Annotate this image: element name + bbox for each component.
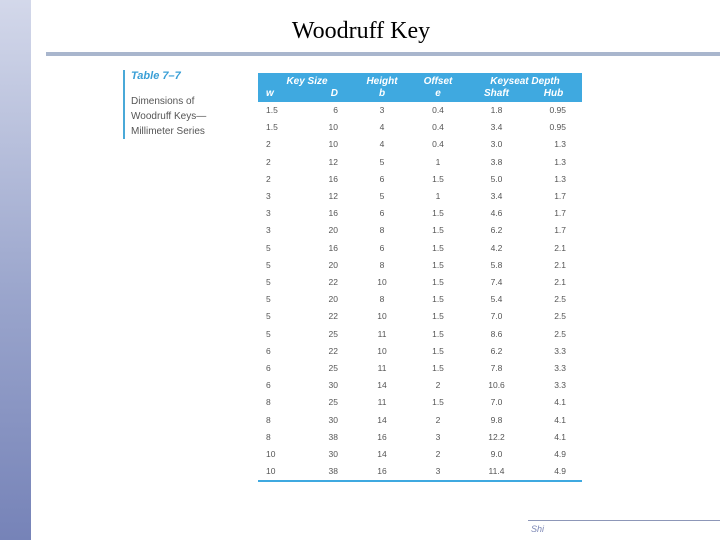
header-e: e (408, 88, 468, 102)
header-key-size: Key Size (258, 73, 356, 88)
header-shaft: Shaft (468, 88, 525, 102)
cell-D: 20 (328, 225, 339, 236)
table-row (258, 291, 582, 308)
cell-e: 1.5 (432, 259, 444, 270)
table-row (258, 222, 582, 239)
cell-shaft: 5.0 (490, 173, 503, 184)
cell-b: 10 (377, 345, 387, 356)
cell-b: 6 (379, 173, 385, 184)
cell-hub: 3.3 (554, 380, 567, 391)
cell-e: 0.4 (432, 105, 444, 115)
cell-b: 3 (379, 105, 385, 115)
cell-shaft: 7.8 (490, 363, 503, 374)
cell-b: 5 (379, 156, 385, 167)
cell-hub: 4.1 (554, 414, 567, 425)
cell-shaft: 8.6 (490, 328, 503, 339)
table-row (258, 343, 582, 360)
cell-b: 10 (377, 311, 387, 322)
cell-D: 25 (328, 397, 339, 408)
table-row (258, 429, 582, 446)
cell-w: 10 (258, 463, 280, 481)
table-body (258, 102, 582, 481)
cell-hub: 4.1 (554, 397, 567, 408)
cell-w: 5 (266, 328, 271, 339)
header-b: b (356, 88, 408, 102)
cell-hub: 2.5 (554, 311, 567, 322)
cell-shaft: 7.4 (490, 277, 503, 288)
cell-w: 5 (266, 277, 271, 288)
table-row (258, 205, 582, 222)
cell-b: 8 (379, 259, 385, 270)
cell-D: 16 (328, 208, 339, 219)
cell-D: 20 (328, 294, 339, 305)
cell-e: 1 (435, 156, 441, 167)
cell-D: 10 (328, 122, 339, 133)
cell-w: 8 (266, 431, 271, 442)
cell-e: 2 (435, 414, 441, 425)
cell-w: 3 (266, 191, 271, 202)
cell-e: 1.5 (432, 277, 444, 288)
header-hub: Hub (525, 88, 582, 102)
dimensions-table (258, 73, 582, 482)
table-row (258, 377, 582, 394)
cell-shaft: 10.6 (488, 380, 505, 391)
cell-shaft: 5.4 (490, 294, 503, 305)
cell-e: 1.5 (432, 397, 444, 408)
cell-D: 6 (333, 105, 339, 115)
cell-b: 11 (377, 363, 387, 374)
cell-D: 22 (328, 311, 339, 322)
header-keyseat-depth: Keyseat Depth (468, 73, 582, 88)
cell-shaft: 12.2 (488, 431, 505, 442)
cell-D: 38 (280, 463, 356, 481)
cell-D: 22 (328, 277, 339, 288)
table-row (258, 171, 582, 188)
header-height: Height (356, 73, 408, 88)
cell-w: 8 (266, 414, 271, 425)
left-decorative-bar (0, 0, 31, 540)
cell-shaft: 9.0 (490, 449, 503, 460)
cell-D: 30 (328, 449, 339, 460)
table-row (258, 274, 582, 291)
cell-w: 1.5 (266, 122, 278, 133)
cell-b: 14 (377, 449, 387, 460)
cell-w: 5 (266, 311, 271, 322)
cell-D: 38 (328, 431, 339, 442)
cell-e: 2 (435, 380, 441, 391)
table-row (258, 463, 582, 481)
cell-D: 16 (328, 242, 339, 253)
cell-hub: 1.7 (554, 208, 567, 219)
cell-e: 3 (408, 463, 468, 481)
table-row (258, 154, 582, 171)
table-row (258, 257, 582, 274)
table-row (258, 308, 582, 325)
cell-D: 25 (328, 328, 339, 339)
table-description: Dimensions of Woodruff Keys—Millimeter Series (131, 96, 207, 137)
cell-D: 16 (328, 173, 339, 184)
cell-e: 1.5 (432, 242, 444, 253)
cell-D: 30 (328, 414, 339, 425)
cell-D: 12 (328, 191, 339, 202)
table-row (258, 119, 582, 136)
header-row-groups (258, 73, 582, 88)
cell-w: 5 (266, 242, 271, 253)
cell-w: 3 (266, 225, 271, 236)
slide-title (0, 18, 720, 45)
cell-D: 22 (328, 345, 339, 356)
cell-hub: 3.3 (554, 345, 567, 356)
footer-text: Shi (531, 524, 545, 534)
cell-b: 5 (379, 191, 385, 202)
slide-title-text: Woodruff Key (291, 18, 431, 44)
cell-shaft: 3.8 (490, 156, 503, 167)
cell-e: 1.5 (432, 208, 444, 219)
cell-shaft: 6.2 (490, 345, 503, 356)
cell-b: 16 (377, 431, 387, 442)
cell-shaft: 7.0 (490, 397, 503, 408)
table-label: Table 7–7 (131, 70, 181, 82)
cell-b: 11 (377, 397, 387, 408)
cell-D: 25 (328, 363, 339, 374)
cell-hub: 2.5 (554, 294, 567, 305)
table-row (258, 412, 582, 429)
footer-divider (528, 520, 720, 521)
cell-e: 1.5 (432, 294, 444, 305)
cell-hub: 4.1 (554, 431, 567, 442)
cell-b: 4 (379, 139, 385, 150)
cell-hub: 1.3 (554, 139, 567, 150)
woodruff-key-table (258, 73, 582, 482)
cell-w: 2 (266, 139, 271, 150)
table-row (258, 360, 582, 377)
table-row (258, 394, 582, 411)
cell-hub: 0.95 (549, 105, 567, 115)
cell-w: 3 (266, 208, 271, 219)
cell-shaft: 4.6 (490, 208, 503, 219)
cell-shaft: 3.4 (490, 191, 503, 202)
cell-shaft: 1.8 (490, 105, 503, 115)
table-row (258, 446, 582, 463)
cell-shaft: 5.8 (490, 259, 503, 270)
cell-hub: 2.5 (554, 328, 567, 339)
cell-e: 1.5 (432, 345, 444, 356)
cell-D: 12 (328, 156, 339, 167)
cell-e: 1.5 (432, 225, 444, 236)
cell-b: 6 (379, 208, 385, 219)
cell-hub: 4.9 (525, 463, 582, 481)
cell-w: 5 (266, 259, 271, 270)
cell-e: 3 (435, 431, 441, 442)
cell-b: 4 (379, 122, 385, 133)
cell-w: 8 (266, 397, 271, 408)
cell-shaft: 7.0 (490, 311, 503, 322)
cell-e: 1.5 (432, 363, 444, 374)
cell-hub: 1.3 (554, 156, 567, 167)
cell-hub: 2.1 (554, 242, 567, 253)
table-row (258, 240, 582, 257)
cell-D: 20 (328, 259, 339, 270)
cell-hub: 1.7 (554, 225, 567, 236)
header-row-symbols (258, 88, 582, 102)
cell-e: 1.5 (432, 328, 444, 339)
cell-b: 11 (377, 328, 387, 339)
cell-e: 2 (435, 449, 441, 460)
cell-hub: 3.3 (554, 363, 567, 374)
cell-w: 2 (266, 173, 271, 184)
cell-shaft: 6.2 (490, 225, 503, 236)
cell-b: 14 (377, 414, 387, 425)
cell-e: 1 (435, 191, 441, 202)
cell-hub: 1.7 (554, 191, 567, 202)
cell-b: 8 (379, 294, 385, 305)
table-row (258, 188, 582, 205)
cell-b: 16 (356, 463, 408, 481)
cell-shaft: 3.4 (490, 122, 503, 133)
cell-e: 0.4 (432, 122, 444, 133)
table-row (258, 102, 582, 119)
cell-hub: 4.9 (554, 449, 567, 460)
cell-w: 6 (266, 380, 271, 391)
cell-w: 6 (266, 363, 271, 374)
cell-w: 5 (266, 294, 271, 305)
table-caption (123, 70, 241, 139)
cell-hub: 2.1 (554, 259, 567, 270)
cell-b: 8 (379, 225, 385, 236)
cell-shaft: 11.4 (468, 463, 525, 481)
cell-e: 1.5 (432, 311, 444, 322)
cell-D: 30 (328, 380, 339, 391)
cell-b: 6 (379, 242, 385, 253)
table-row (258, 326, 582, 343)
header-offset: Offset (408, 73, 468, 88)
cell-shaft: 3.0 (490, 139, 503, 150)
table-row (258, 136, 582, 153)
cell-hub: 2.1 (554, 277, 567, 288)
cell-shaft: 4.2 (490, 242, 503, 253)
header-D: D (280, 88, 356, 102)
cell-w: 2 (266, 156, 271, 167)
cell-e: 1.5 (432, 173, 444, 184)
cell-b: 14 (377, 380, 387, 391)
cell-shaft: 9.8 (490, 414, 503, 425)
header-w: w (258, 88, 280, 102)
cell-D: 10 (328, 139, 339, 150)
cell-e: 0.4 (432, 139, 444, 150)
cell-hub: 0.95 (549, 122, 567, 133)
cell-w: 10 (266, 449, 276, 460)
title-divider (46, 52, 720, 56)
cell-w: 1.5 (266, 105, 278, 115)
cell-w: 6 (266, 345, 271, 356)
cell-b: 10 (377, 277, 387, 288)
cell-hub: 1.3 (554, 173, 567, 184)
